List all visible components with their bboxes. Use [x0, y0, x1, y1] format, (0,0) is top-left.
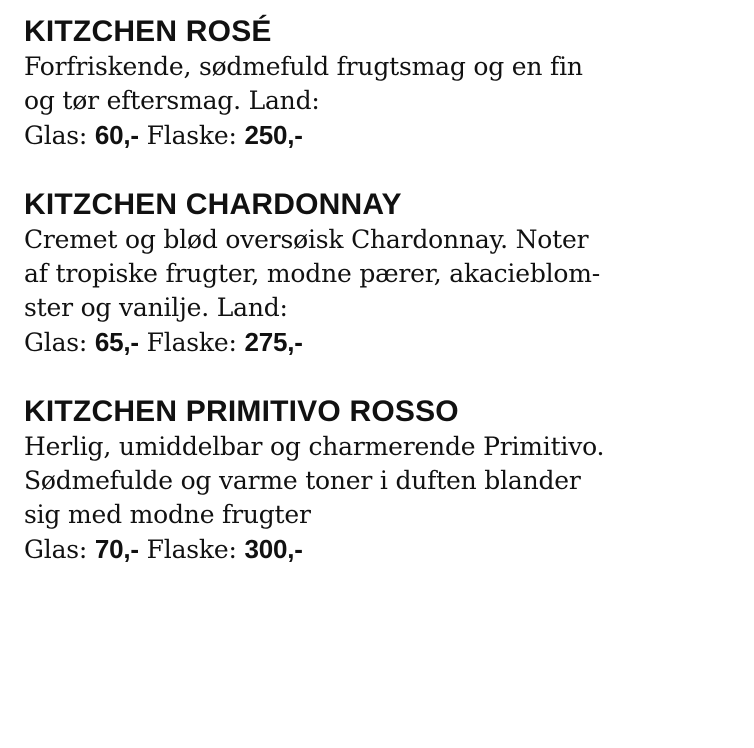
glass-price: 70,-: [94, 534, 139, 564]
price-line: [24, 325, 734, 360]
description-line: sig med modne frugter: [24, 500, 311, 529]
item-title: KITZCHEN CHARDONNAY: [24, 188, 402, 221]
bottle-price: 300,-: [244, 534, 303, 564]
glass-label: Glas:: [24, 535, 95, 564]
glass-price: 65,-: [94, 327, 139, 357]
item-title: KITZCHEN PRIMITIVO ROSSO: [24, 395, 459, 428]
item-title: KITZCHEN ROSÉ: [24, 15, 272, 48]
bottle-label: Flaske:: [138, 535, 245, 564]
menu-item-chardonnay: [24, 187, 734, 360]
bottle-label: Flaske:: [138, 121, 245, 150]
glass-price: 60,-: [94, 120, 139, 150]
description-line: Cremet og blød oversøisk Chardonnay. Noter: [24, 225, 589, 254]
description-line: Forfriskende, sødmefuld frugtsmag og en fin: [24, 52, 583, 81]
description-line: af tropiske frugter, modne pærer, akacieblom-: [24, 259, 601, 288]
item-description: [24, 50, 734, 118]
glass-label: Glas:: [24, 121, 95, 150]
bottle-label: Flaske:: [138, 328, 245, 357]
description-line: og tør eftersmag. Land:: [24, 86, 320, 115]
price-line: [24, 532, 734, 567]
item-description: [24, 430, 734, 532]
menu-item-rose: [24, 14, 734, 153]
description-line: ster og vanilje. Land:: [24, 293, 288, 322]
description-line: Sødmefulde og varme toner i duften blander: [24, 466, 581, 495]
bottle-price: 275,-: [244, 327, 303, 357]
item-description: [24, 223, 734, 325]
glass-label: Glas:: [24, 328, 95, 357]
wine-menu: [24, 14, 734, 601]
price-line: [24, 118, 734, 153]
menu-item-primitivo: [24, 394, 734, 567]
description-line: Herlig, umiddelbar og charmerende Primitivo.: [24, 432, 605, 461]
bottle-price: 250,-: [244, 120, 303, 150]
